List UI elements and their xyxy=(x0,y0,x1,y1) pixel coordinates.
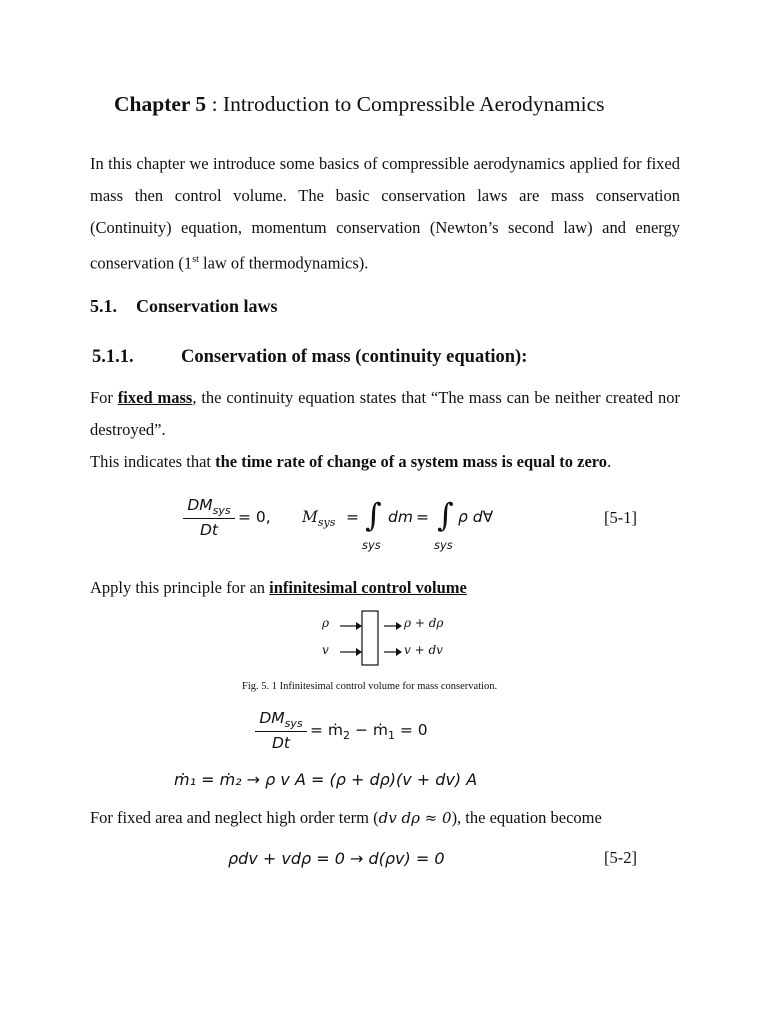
eq1-dm: dm xyxy=(388,508,413,526)
control-volume-box xyxy=(362,611,378,665)
figure-caption: Fig. 5. 1 Infinitesimal control volume for mass conservation. xyxy=(242,681,498,692)
eq3: ṁ₁ = ṁ₂ → ρ v A = (ρ + dρ)(v + dv) A xyxy=(174,770,478,789)
intro-paragraph: In this chapter we introduce some basics of compressible aerodynamics applied for fixed mass then control volume. The basic conservation laws are mass conservation (Continuity) equation, momentum conservation (Newton’s second law) and energy conservation (1st law of thermodynamics). xyxy=(90,154,680,273)
eq1-equals-b: = xyxy=(416,508,429,526)
eq4: ρdv + vdρ = 0 → d(ρv) = 0 xyxy=(228,849,445,868)
eq1-number: [5-1] xyxy=(604,508,637,527)
eq2-denominator: Dt xyxy=(271,734,290,752)
eq1-fraction-denominator: Dt xyxy=(199,521,218,539)
fig-rho-in: ρ xyxy=(322,616,330,630)
arrow-out-bottom-head xyxy=(396,648,402,656)
eq1-int-label-1: sys xyxy=(362,538,381,552)
eq1-equals-zero: = 0, xyxy=(238,508,271,526)
fig-v-out: v + dv xyxy=(404,643,443,657)
arrow-in-bottom-head xyxy=(356,648,362,656)
eq1-fraction-bar xyxy=(183,518,235,519)
eq2-fraction-bar xyxy=(255,731,307,732)
section-heading: 5.1. Conservation laws xyxy=(90,296,278,316)
chapter-title-text: Introduction to Compressible Aerodynamics xyxy=(222,92,605,116)
eq4-number: [5-2] xyxy=(604,848,637,867)
arrow-out-top-head xyxy=(396,622,402,630)
fixed-area-line: For fixed area and neglect high order term (dv dρ ≈ 0), the equation become xyxy=(90,808,602,827)
subsection-heading: 5.1.1. Conservation of mass (continuity equation): xyxy=(92,347,528,367)
fig-v-in: v xyxy=(322,643,329,657)
chapter-number: Chapter 5 xyxy=(114,92,207,116)
indicates-line: This indicates that the time rate of change of a system mass is equal to zero. xyxy=(90,452,612,471)
eq1-int-label-2: sys xyxy=(434,538,453,552)
eq1-fraction-numerator: $DM_{sys}$ xyxy=(187,496,231,518)
eq1-integral-1: ∫ xyxy=(365,496,382,534)
eq1-integral-2: ∫ xyxy=(437,496,454,534)
continuity-paragraph: For fixed mass, the continuity equation states that “The mass can be neither created nor destroyed”. xyxy=(90,388,680,439)
eq1-rho-dvol: ρ d∀ xyxy=(458,508,494,526)
eq1-equals-a: = xyxy=(346,508,359,526)
apply-line: Apply this principle for an infinitesimal control volume xyxy=(90,578,467,597)
fig-rho-out: ρ + dρ xyxy=(404,616,444,630)
chapter-title: Chapter 5 : Introduction to Compressible Aerodynamics xyxy=(114,92,605,116)
eq2-numerator: $DM_{sys}$ xyxy=(259,709,303,731)
arrow-in-top-head xyxy=(356,622,362,630)
eq1-msys: $M_{sys}$ xyxy=(302,508,336,530)
eq2-rhs: = ṁ$_2$ − ṁ$_1$ = 0 xyxy=(310,721,428,743)
